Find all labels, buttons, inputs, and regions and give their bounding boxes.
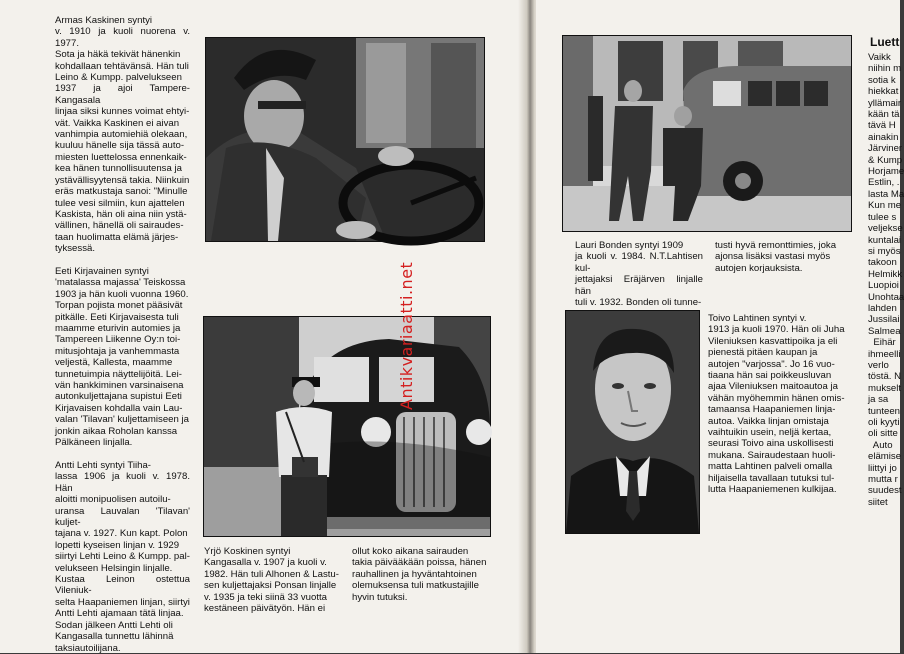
watermark-text: Antikvariaatti.net [397,261,416,410]
clipped-text-column: Vaikk niihin m sotia k hiekkat yllämair kään tä tävä H ainakin Järviner & Kump Horjame Estlin, . lasta Ma Kun me tulee s veljekse kuntalai si myös takoon Helmikk Luopioi Unohtaa lahden Jussilai Salmea Eihär ihmeelli verlo töstä. N mukselt ja sa tunteen oli kyyti oli sitte Auto elämise liittyi jo mutta r suudest siitet [868,52,904,508]
bio-eeti-kirjavainen: Eeti Kirjavainen syntyi 'matalassa majassa' Teiskossa 1903 ja hän kuoli vuonna 1960. Torpan pojista monet pääsivät pitkälle. Eeti Kirjavaisesta tuli maamme eturivin automies ja Tampereen Liikenne Oy:n toi- mitusjohtaja ja vanhemmasta veljestä, Kallesta, maamme tunnetuimpia näyttelijöitä. Lei- vän hankkiminen varsinaisena autonkuljettajana supistui Eeti Kirjavaisen kohdalla vain Lau- valan 'Tilavan' kuljettamiseen ja jonkin aikaa Roholan kanssa Pälkäneen linjalla. [55,266,189,449]
section-heading: Luett [870,35,900,49]
watermark-container [397,261,416,430]
bio-antti-lehti: Antti Lehti syntyi Tiiha- lassa 1906 ja kuoli v. 1978. Hän aloitti monipuolisen autoilu- uransa Lauvalan 'Tilavan' kuljet- tajana v. 1927. Kun kapt. Polon lopetti kyseisen linjan v. 1929 siirtyi Lehti Leino & Kumpp. pal- velukseen Helsingin linjalle. Kustaa Leinon ostettua Vileniuk- selta Haapaniemen linjan, siirtyi Antti Lehti ajamaan tätä linjaa. Sodan jälkeen Antti Lehti oli Kangasalla tunnettu lähinnä taksiautoilijana. [55,460,190,654]
photo-portrait-toivo-lahtinen [565,310,700,534]
bio-toivo-lahtinen: Toivo Lahtinen syntyi v. 1913 ja kuoli 1970. Hän oli Juha Vileniuksen kasvattipoika ja eli pienestä pitäen kaupan ja autojen "varjossa". Jo 16 vuo- tiaana hän sai poikkeusluvan ajaa Vileniuksen maitoautoa ja vähän myöhemmin hänen omis- tamaansa Haapaniemen linja- autoa. Vaikka linjan omistaja vaihtuikin usein, neljä kertaa, seurasi Toivo aina uskollisesti mukana. Sairaudestaan huoli- matta Lahtinen palveli omalla hiljaisella tavallaan tutuksi tul- lutta Haapaniemenen kulkijaa. [708,313,845,496]
bio-lauri-bonden-part2: tusti hyvä remonttimies, joka ajonsa lisäksi vastasi myös autojen korjauksista. [715,240,837,274]
photo-bus-and-men [562,35,852,232]
photo-driver-at-wheel [205,37,485,242]
bio-yrjo-koskinen-part1: Yrjö Koskinen syntyi Kangasalla v. 1907 ja kuoli v. 1982. Hän tuli Alhonen & Lastu- sen kuljettajaksi Ponsan linjalle v. 1935 ja teki siinä 33 vuotta kestäneen päivätyön. Hän ei [204,546,339,615]
bio-lauri-bonden-part1: Lauri Bonden syntyi 1909 ja kuoli v. 1984. N.T.Lahtisen kul- jettajaksi Eräjärven linjalle hän tuli v. 1932. Bonden oli tunne- [575,240,703,309]
photo-man-by-car [203,316,491,537]
bio-armas-kaskinen: Armas Kaskinen syntyi v. 1910 ja kuoli nuorena v. 1977. Sota ja häkä tekivät hänenkin kohdallaan tehtävänsä. Hän tuli Leino & Kumpp. palvelukseen 1937 ja ajoi Tampere-Kangasala linjaa siksi kunnes voimat ehtyi- vät. Vaikka Kaskinen ei aivan vanhimpia automiehiä olekaan, kuuluu hänelle sija tässä auto- miesten luettelossa ennenkaik- kea hänen tunnollisuutensa ja ystävällisyytensä takia. Niinkuin eräs matkustaja sanoi: "Minulle tulee vesi silmiin, kun ajattelen Kaskista, hän oli aina niin ystä- vällinen, hänellä oli sairaudes- taan huolimatta elämä järjes- tyksessä. [55,15,190,255]
bio-yrjo-koskinen-part2: ollut koko aikana sairauden takia päivääkään poissa, hänen rauhallinen ja hyväntahtoinen olemuksensa tuli matkustajille hyvin tutuksi. [352,546,487,603]
